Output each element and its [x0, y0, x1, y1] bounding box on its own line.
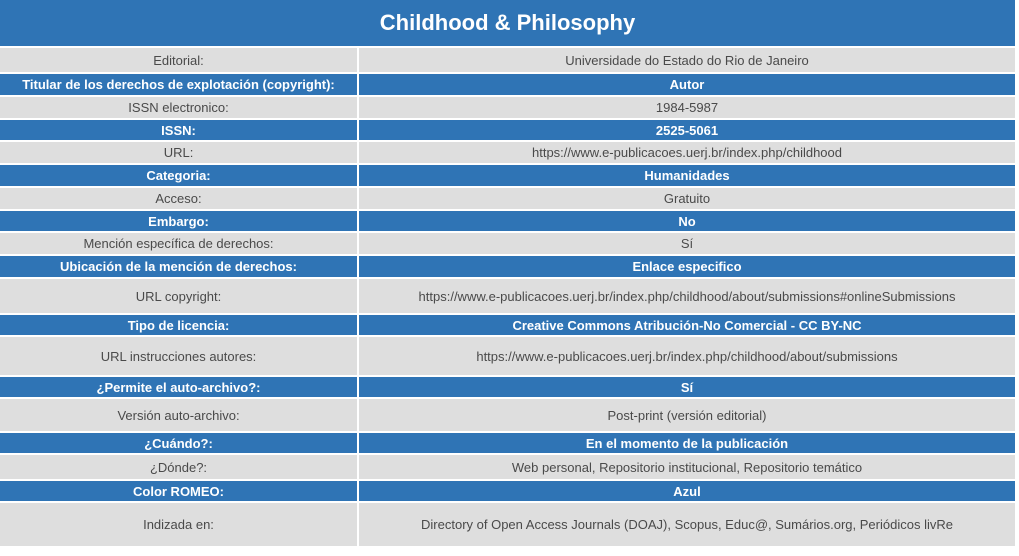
table-row [0, 315, 1015, 337]
row-label: Embargo: [0, 211, 359, 233]
row-label: ¿Permite el auto-archivo?: [0, 377, 359, 399]
row-label: Titular de los derechos de explotación (copyright): [0, 74, 359, 97]
row-value: Creative Commons Atribución-No Comercial - CC BY-NC [359, 315, 1015, 337]
table-row [0, 433, 1015, 455]
journal-info-table [0, 48, 1015, 548]
row-value: Sí [359, 377, 1015, 399]
row-value: En el momento de la publicación [359, 433, 1015, 455]
row-label: URL: [0, 142, 359, 165]
row-value: Autor [359, 74, 1015, 97]
row-value: Directory of Open Access Journals (DOAJ), Scopus, Educ@, Sumários.org, Periódicos livRe [359, 503, 1015, 548]
row-label: Versión auto-archivo: [0, 399, 359, 433]
row-label: Tipo de licencia: [0, 315, 359, 337]
row-value: Universidade do Estado do Rio de Janeiro [359, 48, 1015, 74]
row-label: Ubicación de la mención de derechos: [0, 256, 359, 279]
row-value: Enlace especifico [359, 256, 1015, 279]
row-label: Mención específica de derechos: [0, 233, 359, 256]
row-label: ¿Cuándo?: [0, 433, 359, 455]
row-label: URL copyright: [0, 279, 359, 315]
table-row [0, 279, 1015, 315]
row-value: Humanidades [359, 165, 1015, 188]
table-row [0, 97, 1015, 120]
table-row [0, 74, 1015, 97]
row-value: Post-print (versión editorial) [359, 399, 1015, 433]
row-label: ¿Dónde?: [0, 455, 359, 481]
table-row [0, 211, 1015, 233]
table-row [0, 233, 1015, 256]
row-label: Indizada en: [0, 503, 359, 548]
table-row [0, 481, 1015, 503]
row-value: https://www.e-publicacoes.uerj.br/index.php/childhood/about/submissions#onlineSubmissions [359, 279, 1015, 315]
row-label: ISSN: [0, 120, 359, 142]
table-row [0, 48, 1015, 74]
row-value: 2525-5061 [359, 120, 1015, 142]
table-row [0, 399, 1015, 433]
row-value: No [359, 211, 1015, 233]
row-label: Color ROMEO: [0, 481, 359, 503]
row-value: Sí [359, 233, 1015, 256]
table-row [0, 165, 1015, 188]
row-label: Categoria: [0, 165, 359, 188]
table-row [0, 377, 1015, 399]
table-row [0, 188, 1015, 211]
table-row [0, 256, 1015, 279]
table-row [0, 337, 1015, 377]
row-value: https://www.e-publicacoes.uerj.br/index.php/childhood/about/submissions [359, 337, 1015, 377]
row-label: URL instrucciones autores: [0, 337, 359, 377]
row-value: https://www.e-publicacoes.uerj.br/index.php/childhood [359, 142, 1015, 165]
row-label: ISSN electronico: [0, 97, 359, 120]
table-row [0, 455, 1015, 481]
row-label: Editorial: [0, 48, 359, 74]
row-value: 1984-5987 [359, 97, 1015, 120]
row-label: Acceso: [0, 188, 359, 211]
row-value: Web personal, Repositorio institucional, Repositorio temático [359, 455, 1015, 481]
row-value: Azul [359, 481, 1015, 503]
table-row [0, 142, 1015, 165]
page-title: Childhood & Philosophy [0, 0, 1015, 48]
row-value: Gratuito [359, 188, 1015, 211]
table-row [0, 503, 1015, 548]
table-row [0, 120, 1015, 142]
